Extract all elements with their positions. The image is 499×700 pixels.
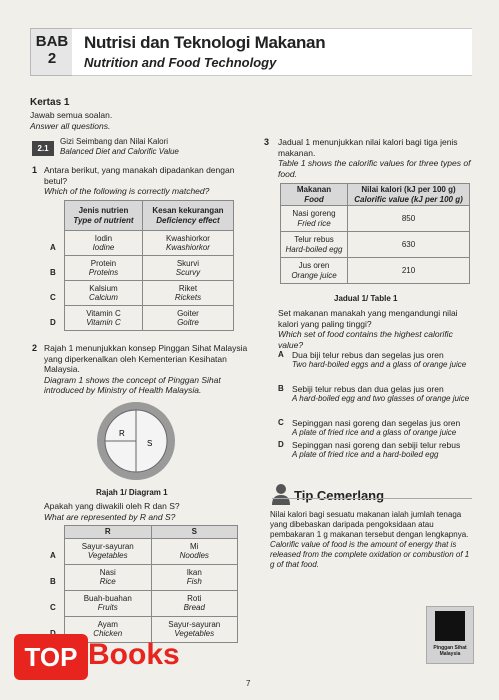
- section-title-block: [60, 137, 179, 157]
- q1-option-a[interactable]: A: [50, 243, 56, 252]
- q2-col-s-header: S: [151, 526, 238, 539]
- q3-option-c[interactable]: C: [278, 418, 284, 427]
- logo-books-text: Books: [88, 638, 180, 671]
- chapter-title-en: Nutrition and Food Technology: [84, 55, 277, 70]
- q1-stem: [44, 165, 254, 197]
- q2-number: 2: [32, 343, 38, 353]
- instruction-ms: Jawab semua soalan.: [30, 110, 113, 120]
- chapter-number: 2: [47, 50, 57, 67]
- instruction-en: Answer all questions.: [30, 121, 111, 131]
- qr-code-card[interactable]: [426, 606, 474, 664]
- table-row: Protein Proteins Skurvi Scurvy: [65, 256, 234, 281]
- q2-text-en: Diagram 1 shows the concept of Pinggan Sihat introduced by Ministry of Health Malaysia.: [44, 374, 221, 395]
- q2-ask-text: Apakah yang diwakili oleh R dan S?: [44, 501, 180, 511]
- q3-ask: [278, 308, 474, 350]
- q3-option-a[interactable]: A: [278, 350, 284, 359]
- q1-table: [64, 200, 234, 331]
- q2-option-c[interactable]: C: [50, 603, 56, 612]
- section-heading: [32, 137, 250, 159]
- q3-option-b-text: Sebiji telur rebus dan dua gelas jus oren A hard-boiled egg and two glasses of orange juice: [292, 384, 470, 403]
- q1-option-d[interactable]: D: [50, 318, 56, 327]
- q3-stem: [278, 137, 474, 179]
- q3-text: Jadual 1 menunjukkan nilai kalori bagi tiga jenis makanan.: [278, 137, 458, 158]
- chapter-badge: [30, 28, 74, 76]
- tip-text: Nilai kalori bagi sesuatu makanan ialah jumlah tenaga yang dibebaskan daripada pengoksidaan atau pembakaran 1 g makanan tersebut dengan lengkapnya.: [270, 510, 469, 539]
- q3-col2-header: Nilai kalori (kJ per 100 g) Calorific value (kJ per 100 g): [348, 184, 470, 206]
- q3-table: [280, 183, 470, 284]
- qr-label: Pinggan Sihat Malaysia: [433, 645, 467, 657]
- q1-number: 1: [32, 165, 38, 175]
- q1-col2-header: Kesan kekurangan Deficiency effect: [142, 201, 233, 231]
- instructions: [30, 110, 112, 132]
- table-row: Ayam Chicken Sayur-sayuran Vegetables: [65, 616, 238, 642]
- q3-option-c-text: Sepinggan nasi goreng dan segelas jus oren A plate of fried rice and a glass of orange juice: [292, 418, 461, 437]
- table-row: Vitamin C Vitamin C Goiter Goitre: [65, 306, 234, 331]
- plate-label-r: R: [119, 429, 125, 438]
- section-title-en: Balanced Diet and Calorific Value: [60, 147, 179, 156]
- q3-table-caption: Jadual 1/ Table 1: [334, 294, 398, 303]
- logo-top-badge: TOP: [14, 634, 88, 680]
- q1-col1-header: Jenis nutrien Type of nutrient: [65, 201, 143, 231]
- q2-diagram-caption: Rajah 1/ Diagram 1: [96, 488, 168, 497]
- table-row: Telur rebus Hard-boiled egg 630: [281, 232, 470, 258]
- q3-option-d-text: Sepinggan nasi goreng dan sebiji telur rebus A plate of fried rice and a hard-boiled egg: [292, 440, 461, 459]
- tip-title: Tip Cemerlang: [294, 488, 385, 503]
- q3-ask-text: Set makanan manakah yang mengandungi nilai kalori yang paling tinggi?: [278, 308, 458, 329]
- q3-option-a-text: Dua biji telur rebus dan segelas jus oren Two hard-boiled eggs and a glass of orange juice: [292, 350, 467, 369]
- q1-option-b[interactable]: B: [50, 268, 56, 277]
- table-row: Nasi Rice Ikan Fish: [65, 564, 238, 590]
- tip-person-icon: [270, 482, 292, 506]
- chapter-title: Nutrisi dan Teknologi Makanan: [84, 33, 326, 52]
- q2-ask: [44, 501, 256, 522]
- q3-ask-en: Which set of food contains the highest calorific value?: [278, 329, 453, 350]
- q2-ask-en: What are represented by R and S?: [44, 511, 176, 522]
- q3-option-b[interactable]: B: [278, 384, 284, 393]
- table-row: Nasi goreng Fried rice 850: [281, 206, 470, 232]
- table-row: Jus oren Orange juice 210: [281, 258, 470, 284]
- chapter-label: BAB: [35, 33, 69, 50]
- q1-text: Antara berikut, yang manakah dipadankan dengan betul?: [44, 165, 235, 186]
- table-row: Sayur-sayuran Vegetables Mi Noodles: [65, 538, 238, 564]
- q2-text: Rajah 1 menunjukkan konsep Pinggan Sihat Malaysia yang diperkenalkan oleh Kementerian Kesihatan Malaysia.: [44, 343, 248, 374]
- paper-label: Kertas 1: [30, 97, 70, 108]
- table-row: Iodin Iodine Kwashiorkor Kwashiorkor: [65, 231, 234, 256]
- page-number: 7: [246, 679, 251, 688]
- tip-divider: [272, 498, 472, 499]
- q3-col1-header: Makanan Food: [281, 184, 348, 206]
- q2-option-a[interactable]: A: [50, 551, 56, 560]
- plate-label-s: S: [147, 439, 153, 448]
- q3-text-en: Table 1 shows the calorific values for three types of food.: [278, 158, 471, 179]
- healthy-plate-diagram: [95, 400, 177, 482]
- q2-stem: [44, 343, 256, 396]
- publisher-logo: [14, 634, 194, 688]
- qr-code-icon: [435, 611, 465, 641]
- q2-col-r-header: R: [65, 526, 152, 539]
- tip-body: [270, 510, 472, 570]
- q3-number: 3: [264, 137, 270, 147]
- q3-option-d[interactable]: D: [278, 440, 284, 449]
- table-row: Buah-buahan Fruits Roti Bread: [65, 590, 238, 616]
- q1-text-en: Which of the following is correctly matched?: [44, 186, 210, 196]
- q1-option-c[interactable]: C: [50, 293, 56, 302]
- table-row: Kalsium Calcium Riket Rickets: [65, 281, 234, 306]
- q2-table: [64, 525, 238, 643]
- section-number: 2.1: [32, 141, 54, 156]
- q2-option-b[interactable]: B: [50, 577, 56, 586]
- section-title: Gizi Seimbang dan Nilai Kalori: [60, 137, 169, 146]
- tip-text-en: Calorific value of food is the amount of energy that is released from the complete oxidation or combustion of 1 g of that food.: [270, 540, 470, 569]
